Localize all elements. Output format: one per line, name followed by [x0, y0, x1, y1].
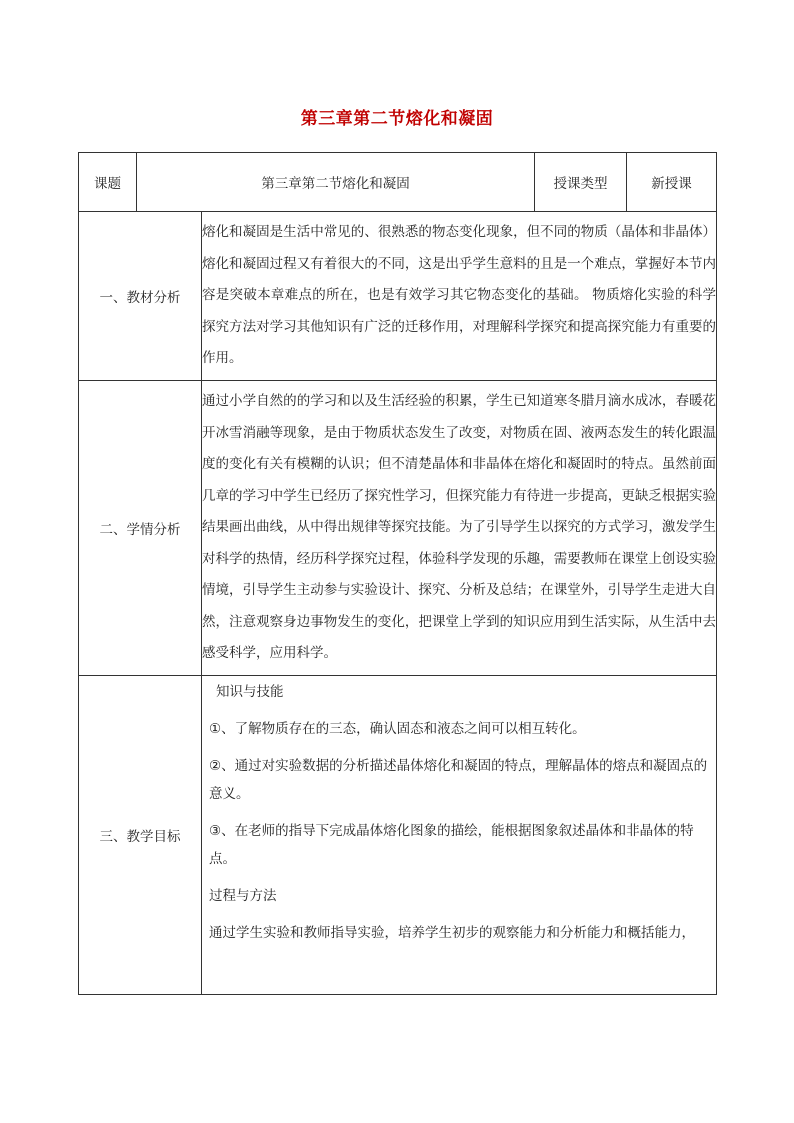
goal-heading-knowledge-skills: 知识与技能 — [216, 684, 284, 700]
section-label-textbook-analysis: 一、教材分析 — [79, 212, 202, 381]
subject-value: 第三章第二节熔化和凝固 — [137, 153, 535, 212]
student-analysis-text: 通过小学自然的的学习和以及生活经验的积累，学生已知道寒冬腊月滴水成冰，春暖花开冰雪消融等现象，是由于物质状态发生了改变，对物质在固、液两态发生的转化跟温度的变化有关有模糊的认识；但不清楚晶体和非晶体在熔化和凝固时的特点。虽然前面几章的学习中学生已经历了探究性学习，但探究能力有待进一步提高，更缺乏根据实验结果画出曲线，从中得出规律等探究技能。为了引导学生以探究的方式学习，激发学生对科学的热情，经历科学探究过程，体验科学发现的乐趣，需要教师在课堂上创设实验情境，引导学生主动参与实验设计、探究、分析及总结；在课堂外，引导学生走进大自然，注意观察身边事物发生的变化，把课堂上学到的知识应用到生活实际，从生活中去感受科学，应用科学。 — [202, 381, 717, 676]
header-row — [79, 153, 717, 212]
teaching-goals-content — [202, 676, 717, 995]
lesson-type-value: 新授课 — [627, 153, 717, 212]
goal-item-process: 通过学生实验和教师指导实验，培养学生初步的观察能力和分析能力和概括能力， — [209, 925, 695, 941]
goal-item-2: ②、通过对实验数据的分析描述晶体熔化和凝固的特点，理解晶体的熔点和凝固点的意义。 — [209, 758, 708, 802]
teaching-goals-row — [79, 676, 717, 995]
section-label-student-analysis: 二、学情分析 — [79, 381, 202, 676]
lesson-type-label: 授课类型 — [535, 153, 627, 212]
student-analysis-row — [79, 381, 717, 676]
goal-item-3: ③、在老师的指导下完成晶体熔化图象的描绘，能根据图象叙述晶体和非晶体的特点。 — [209, 823, 694, 867]
goal-item-1: ①、了解物质存在的三态，确认固态和液态之间可以相互转化。 — [209, 721, 586, 737]
section-label-teaching-goals: 三、教学目标 — [79, 676, 202, 995]
textbook-analysis-row — [79, 212, 717, 381]
lesson-plan-table — [78, 152, 717, 995]
subject-label: 课题 — [79, 153, 137, 212]
page-title: 第三章第二节熔化和凝固 — [300, 109, 494, 129]
textbook-analysis-text: 熔化和凝固是生活中常见的、很熟悉的物态变化现象，但不同的物质（晶体和非晶体）熔化和凝固过程又有着很大的不同，这是出乎学生意料的且是一个难点，掌握好本节内容是突破本章难点的所在，也是有效学习其它物态变化的基础。 物质熔化实验的科学探究方法对学习其他知识有广泛的迁移作用，对理解科学探究和提高探究能力有重要的作用。 — [202, 212, 717, 381]
goal-heading-process-method: 过程与方法 — [209, 888, 277, 904]
